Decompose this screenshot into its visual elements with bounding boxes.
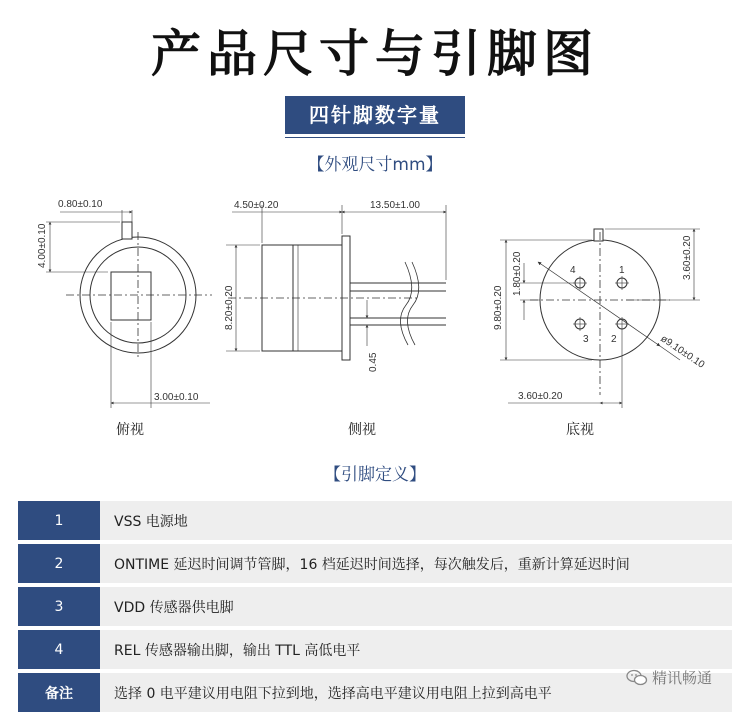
- table-row: [18, 501, 732, 540]
- side-view-cap: [293, 245, 342, 351]
- bottom-dim-right-top: 3.60±0.20: [682, 235, 693, 280]
- pin-number: 2: [18, 544, 100, 583]
- bottom-dim-bottom: 3.60±0.20: [518, 391, 563, 402]
- side-dim-height: 8.20±0.20: [224, 285, 235, 330]
- page-title: 产品尺寸与引脚图: [151, 25, 599, 83]
- pin-number: 4: [18, 630, 100, 669]
- watermark: [626, 667, 712, 688]
- pin-description: VDD 传感器供电脚: [100, 587, 732, 626]
- pin-description: VSS 电源地: [100, 501, 732, 540]
- table-row: [18, 587, 732, 626]
- wechat-icon: [626, 669, 648, 687]
- bottom-view: [500, 229, 700, 408]
- note-label: 备注: [18, 673, 100, 712]
- bottom-dim-pin-spacing: 1.80±0.20: [512, 251, 523, 296]
- bottom-pin-label-4: 4: [570, 265, 576, 276]
- bottom-pin-label-1: 1: [619, 265, 625, 276]
- side-view-label: 侧视: [348, 422, 376, 438]
- section-heading-dimensions: 【外观尺寸mm】: [307, 155, 443, 175]
- bottom-pin-label-2: 2: [611, 334, 617, 345]
- pin-number: 3: [18, 587, 100, 626]
- side-dim-lead-dia: 0.45: [368, 352, 379, 372]
- bottom-view-label: 底视: [566, 422, 594, 438]
- bottom-view-tab: [594, 229, 603, 241]
- subtitle-banner: 四针脚数字量: [285, 96, 465, 134]
- bottom-dim-height: 9.80±0.20: [493, 285, 504, 330]
- pin-description: ONTIME 延迟时间调节管脚，16 档延迟时间选择，每次触发后，重新计算延迟时间: [100, 544, 732, 583]
- top-dim-window: 3.00±0.10: [154, 392, 199, 403]
- top-view: [46, 210, 212, 408]
- side-view: [226, 205, 446, 360]
- top-view-window: [111, 272, 151, 320]
- top-dim-tab-width: 0.80±0.10: [58, 199, 103, 210]
- note-description: 选择 0 电平建议用电阻下拉到地，选择高电平建议用电阻上拉到高电平: [100, 673, 732, 712]
- watermark-text: 精讯畅通: [652, 669, 713, 687]
- top-dim-tab-height: 4.00±0.10: [37, 223, 48, 268]
- table-row: [18, 630, 732, 669]
- bottom-dim-diameter: ø9.10±0.10: [658, 333, 707, 371]
- pin-definition-table: [18, 497, 732, 716]
- section-heading-pins: 【引脚定义】: [324, 465, 426, 485]
- pin-number: 1: [18, 501, 100, 540]
- side-dim-body: 4.50±0.20: [234, 200, 279, 211]
- pin-description: REL 传感器输出脚，输出 TTL 高低电平: [100, 630, 732, 669]
- bottom-pin-label-3: 3: [583, 334, 589, 345]
- top-view-label: 俯视: [116, 422, 144, 438]
- side-dim-leads: 13.50±1.00: [370, 200, 420, 211]
- top-view-tab: [122, 222, 132, 239]
- table-row: [18, 544, 732, 583]
- table-row: [18, 673, 732, 712]
